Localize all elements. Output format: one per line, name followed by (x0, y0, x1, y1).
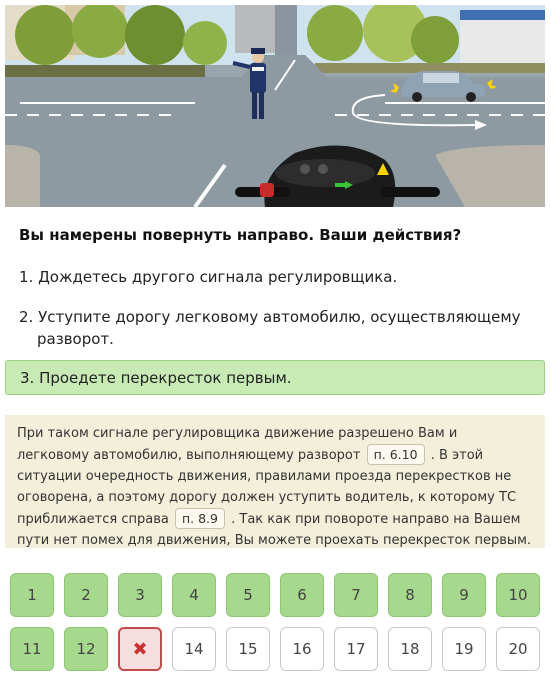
question-number-button[interactable]: 3 (118, 573, 162, 617)
question-number-button[interactable]: 18 (388, 627, 432, 671)
answer-option-2[interactable] (5, 306, 545, 350)
question-number-button[interactable]: 8 (388, 573, 432, 617)
answer-option-3-label: 3. Проедете перекресток первым. (20, 369, 292, 387)
question-number-button[interactable]: 1 (10, 573, 54, 617)
explanation-panel (5, 415, 545, 548)
question-number-button[interactable]: 17 (334, 627, 378, 671)
answer-option-2-label: 2. Уступите дорогу легковому автомобилю, осуществляющему (19, 308, 521, 326)
answer-option-1-label: 1. Дождетесь другого сигнала регулировщика. (19, 268, 398, 286)
question-number-button[interactable]: 10 (496, 573, 540, 617)
question-number-button[interactable]: 7 (334, 573, 378, 617)
question-number-button[interactable]: 14 (172, 627, 216, 671)
question-number-button[interactable]: 4 (172, 573, 216, 617)
question-13-wrong-button[interactable]: ✖ (118, 627, 162, 671)
question-number-button[interactable]: 6 (280, 573, 324, 617)
explanation-text-3: . Так как при повороте направо на Вашем пути нет помех для движения, Вы можете проехать перекресток первым. (17, 512, 532, 548)
explanation-text-2: . В этой ситуации очередность движения, правилами проезда перекрестков не оговорена, а поэтому дорогу должен уступить водитель, к которому ТС приближается справа (17, 448, 517, 527)
answer-option-2-label-cont: разворот. (37, 330, 114, 348)
explanation-text-1: При таком сигнале регулировщика движение разрешено Вам и легковому автомобилю, выполняющему разворот (17, 426, 458, 463)
question-number-button[interactable]: 16 (280, 627, 324, 671)
question-number-button[interactable]: 20 (496, 627, 540, 671)
question-number-button[interactable]: 15 (226, 627, 270, 671)
question-number-button[interactable]: 5 (226, 573, 270, 617)
question-number-button[interactable]: 19 (442, 627, 486, 671)
rule-reference-link[interactable]: п. 6.10 (367, 444, 425, 465)
answer-option-1[interactable] (5, 266, 545, 288)
question-number-button[interactable]: 11 (10, 627, 54, 671)
question-number-button[interactable]: 12 (64, 627, 108, 671)
answer-option-3-selected[interactable] (5, 360, 545, 395)
intersection-scene-image (5, 5, 545, 207)
question-number-button[interactable]: 9 (442, 573, 486, 617)
question-text: Вы намерены повернуть направо. Ваши действия? (19, 226, 462, 244)
rule-reference-link[interactable]: п. 8.9 (175, 508, 225, 529)
question-number-button[interactable]: 2 (64, 573, 108, 617)
